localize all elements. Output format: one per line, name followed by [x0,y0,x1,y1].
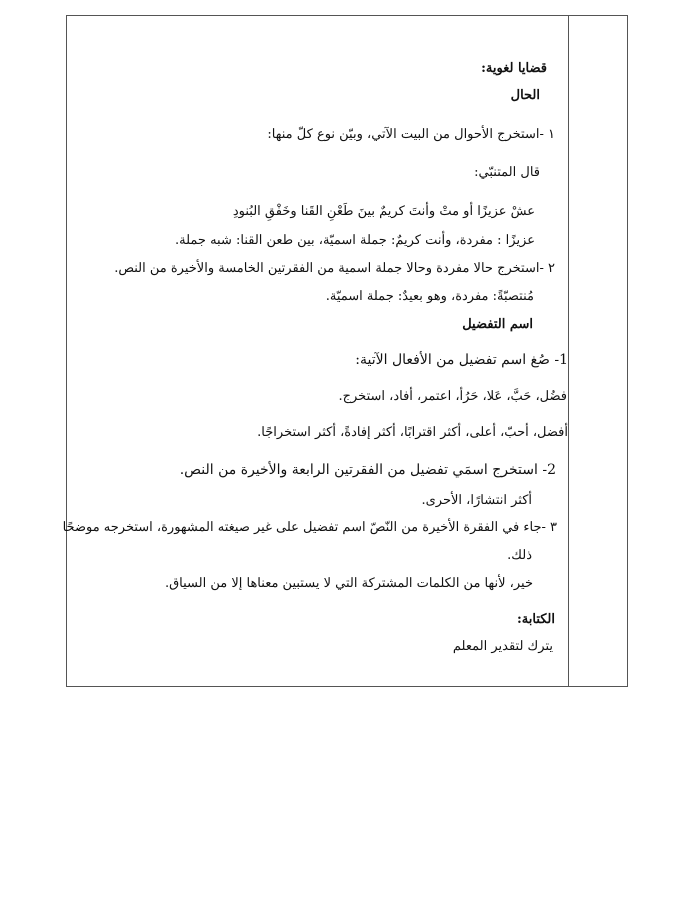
question-5: ٣ -جاء في الفقرة الأخيرة من النّصّ اسم تفضيل على غير صيغته المشهورة، استخرجه موضحًا [62,520,557,535]
question-1-intro: قال المتنبّي: [474,165,540,180]
question-3: 1- صُغ اسم تفضيل من الأفعال الآتية: [355,352,568,368]
writing-note: يترك لتقدير المعلم [452,639,553,654]
answer-2: مُنتصبّةً: مفردة، وهو بعيدٌ: جملة اسميّة. [325,289,534,304]
answer-5: خير، لأنها من الكلمات المشتركة التي لا يستبين معناها إلا من السياق. [164,576,533,591]
question-5-cont: ذلك. [507,548,532,563]
question-1: ١ -استخرج الأحوال من البيت الآتي، وبيّن نوع كلّ منها: [267,127,555,142]
heading-superlative: اسم التفضيل [462,317,533,332]
answer-1: عزيزًا : مفردة، وأنت كريمٌ: جملة اسميّة، بين طعن القنا: شبه جملة. [174,233,535,248]
column-divider [568,15,569,687]
heading-hal: الحال [510,88,540,103]
heading-language-issues: قضايا لغوية: [481,61,547,76]
question-2: ٢ -استخرج حالا مفردة وحالا جملة اسمية من الفقرتين الخامسة والأخيرة من النص. [114,261,555,276]
verse-line: عشْ عزيزًا أو متْ وأنتَ كريمٌ بينَ طَعْنِ القَنا وخَفْقِ البُنودِ [232,204,535,219]
question-3-verbs: فضُل، حَبَّ، عَلا، حَرُأ، اعتمر، أفاد، استخرج. [338,389,567,404]
answer-4: أكثر انتشارًا، الأحرى. [421,493,532,508]
answer-3: أفضل، أحبّ، أعلى، أكثر اقترابًا، أكثر إفادةً، أكثر استخراجًا. [257,425,568,440]
question-4: 2- استخرج اسمَي تفضيل من الفقرتين الرابعة والأخيرة من النص. [179,462,556,478]
heading-writing: الكتابة: [516,612,555,627]
